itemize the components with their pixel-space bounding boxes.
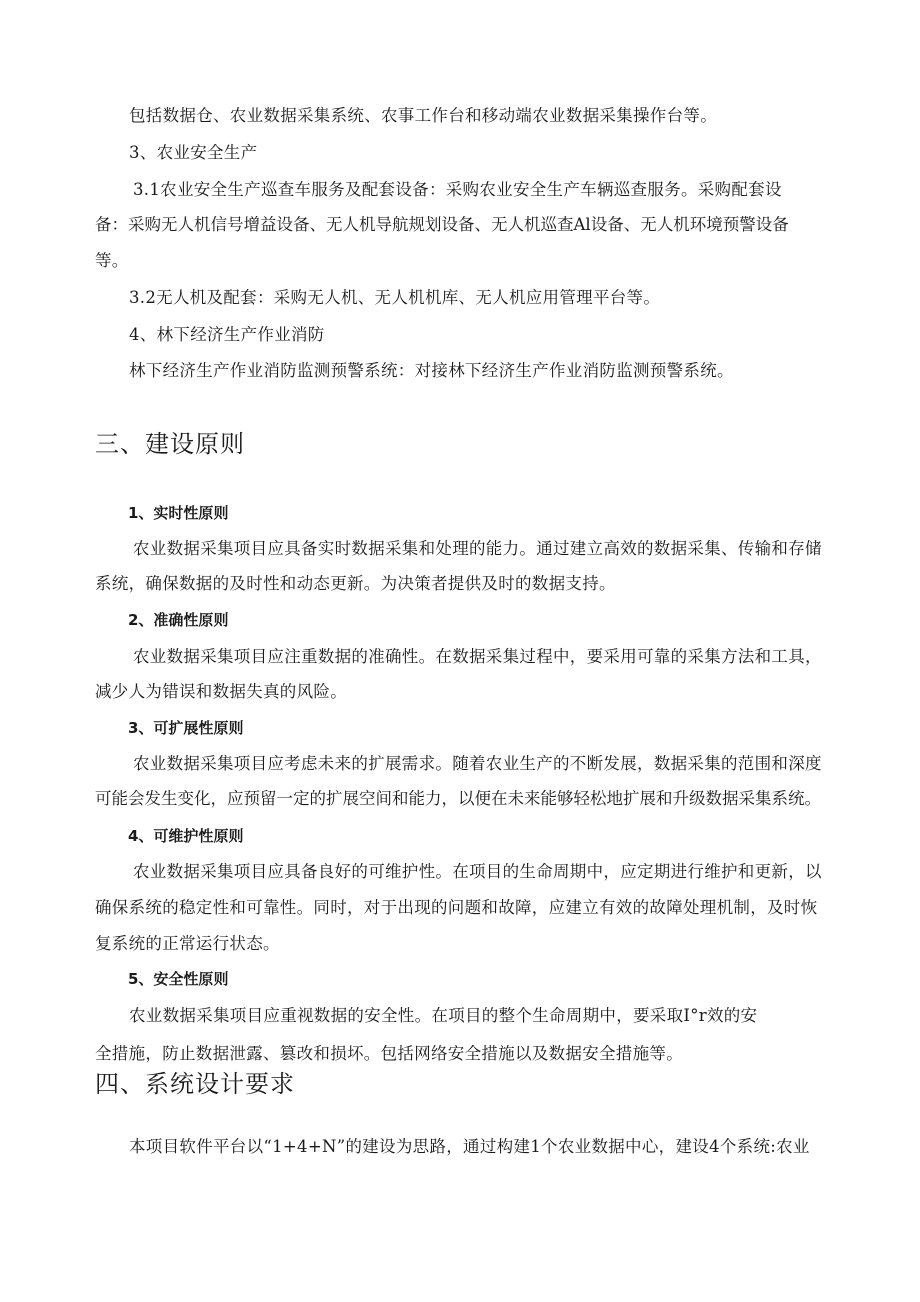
section-title-system-design: 四、系统设计要求 — [95, 1070, 295, 1098]
body-line: 本项目软件平台以“1+4+N”的建设为思路，通过构建1个农业数据中心，建设4个系统:农业 — [129, 1137, 810, 1156]
principle-heading: 5、安全性原则 — [128, 970, 229, 988]
sub-heading-forest-fire: 4、林下经济生产作业消防 — [129, 325, 325, 344]
body-line: 3.1农业安全生产巡查车服务及配套设备：采购农业安全生产车辆巡查服务。采购配套设 — [133, 180, 782, 199]
body-line: 林下经济生产作业消防监测预警系统：对接林下经济生产作业消防监测预警系统。 — [129, 361, 734, 380]
principle-text: 可能会发生变化，应预留一定的扩展空间和能力，以便在未来能够轻松地扩展和升级数据采集系统。 — [95, 789, 821, 808]
principle-heading: 2、准确性原则 — [128, 611, 229, 629]
body-line: 3.2无人机及配套：采购无人机、无人机机库、无人机应用管理平台等。 — [129, 288, 661, 307]
principle-text: 系统，确保数据的及时性和动态更新。为决策者提供及时的数据支持。 — [95, 574, 616, 593]
principle-text: 农业数据采集项目应考虑未来的扩展需求。随着农业生产的不断发展，数据采集的范围和深度 — [133, 754, 822, 773]
principle-heading: 4、可维护性原则 — [128, 827, 244, 845]
body-line: 备：采购无人机信号增益设备、无人机导航规划设备、无人机巡查Al设备、无人机环境预警设备 — [95, 215, 789, 234]
principle-text: 农业数据采集项目应具备良好的可维护性。在项目的生命周期中，应定期进行维护和更新，以 — [133, 862, 822, 881]
sub-heading-agri-safety: 3、农业安全生产 — [129, 143, 258, 162]
principle-text: 农业数据采集项目应重视数据的安全性。在项目的整个生命周期中，要采取I°r效的安 — [129, 1006, 758, 1025]
principle-heading: 3、可扩展性原则 — [128, 719, 244, 737]
principle-text: 全措施，防止数据泄露、篡改和损坏。包括网络安全措施以及数据安全措施等。 — [95, 1044, 683, 1063]
principle-text: 减少人为错误和数据失真的风险。 — [95, 682, 347, 701]
body-line: 等。 — [95, 251, 129, 270]
principle-text: 农业数据采集项目应具备实时数据采集和处理的能力。通过建立高效的数据采集、传输和存储 — [133, 539, 822, 558]
principle-heading: 1、实时性原则 — [128, 504, 229, 522]
body-line: 包括数据仓、农业数据采集系统、农事工作台和移动端农业数据采集操作台等。 — [129, 106, 717, 125]
principle-text: 确保系统的稳定性和可靠性。同时，对于出现的问题和故障，应建立有效的故障处理机制，及时恢 — [95, 898, 818, 917]
section-title-construction-principles: 三、建设原则 — [95, 430, 245, 458]
principle-text: 农业数据采集项目应注重数据的准确性。在数据采集过程中，要采用可靠的采集方法和工具， — [133, 647, 822, 666]
principle-text: 复系统的正常运行状态。 — [95, 934, 280, 953]
